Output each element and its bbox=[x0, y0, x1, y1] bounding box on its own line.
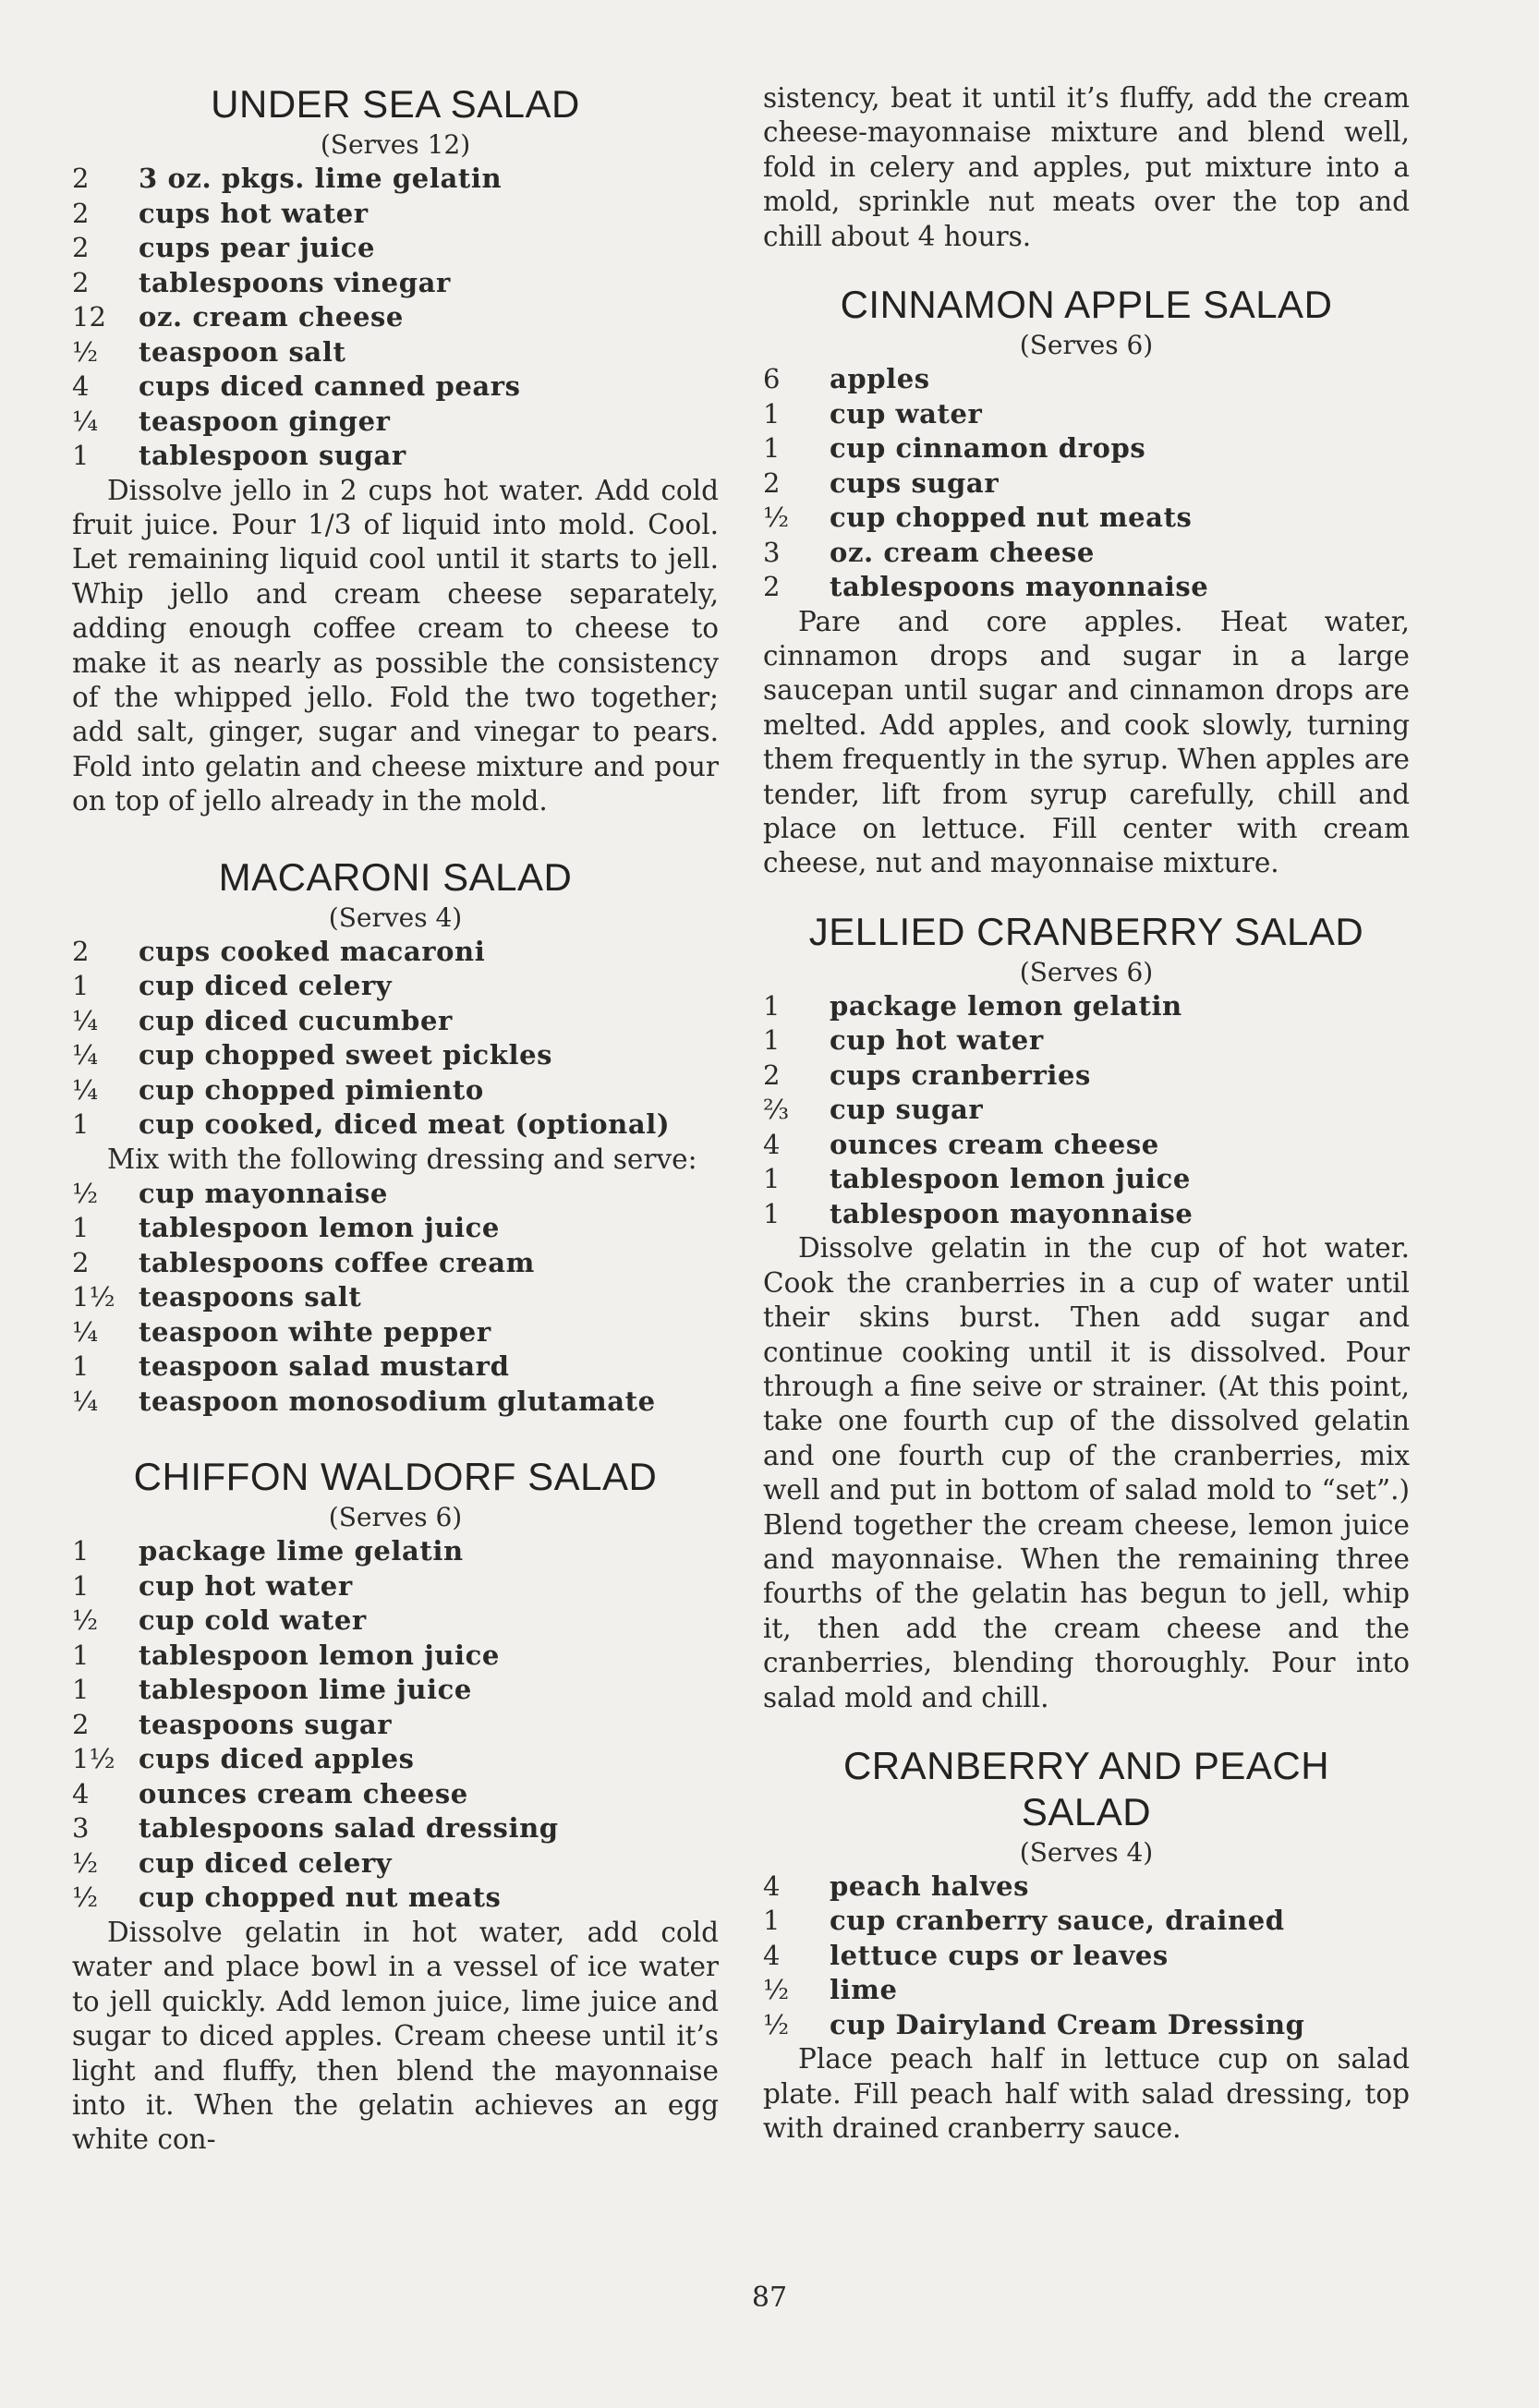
ingredient-quantity: 2 bbox=[72, 935, 90, 967]
ingredient-row bbox=[72, 335, 719, 370]
ingredient-text: tablespoon mayonnaise bbox=[830, 1197, 1194, 1229]
ingredient-quantity: 1 bbox=[72, 1350, 90, 1383]
ingredient-quantity: 4 bbox=[763, 1128, 781, 1160]
ingredient-text: cups diced canned pears bbox=[139, 370, 521, 402]
ingredient-row bbox=[72, 1811, 719, 1846]
ingredient-row bbox=[763, 1128, 1410, 1163]
ingredient-row bbox=[72, 1004, 719, 1039]
recipe-macaroni-salad bbox=[72, 854, 719, 1420]
ingredient-list bbox=[763, 1870, 1410, 2043]
ingredient-row bbox=[763, 1162, 1410, 1197]
ingredient-row bbox=[72, 231, 719, 266]
ingredient-row bbox=[763, 362, 1410, 397]
ingredient-text: teaspoons sugar bbox=[139, 1708, 393, 1740]
ingredient-text: cup chopped nut meats bbox=[830, 502, 1193, 534]
ingredient-row bbox=[72, 1280, 719, 1315]
ingredient-row bbox=[763, 1059, 1410, 1094]
ingredient-quantity: 3 bbox=[72, 1812, 90, 1845]
ingredient-row bbox=[763, 1904, 1410, 1939]
ingredient-row bbox=[72, 162, 719, 197]
ingredient-list bbox=[763, 989, 1410, 1232]
ingredient-quantity: ¼ bbox=[72, 1073, 99, 1106]
recipe-cinnamon-apple-salad bbox=[763, 282, 1410, 881]
recipe-directions: Mix with the following dressing and serve: bbox=[107, 1143, 697, 1175]
ingredient-list bbox=[72, 935, 719, 1143]
ingredient-text: tablespoon sugar bbox=[139, 440, 406, 471]
ingredient-quantity: 2 bbox=[763, 466, 781, 499]
ingredient-quantity: ½ bbox=[72, 335, 99, 368]
recipe-title: CHIFFON WALDORF SALAD bbox=[133, 1455, 658, 1499]
recipe-directions: Dissolve gelatin in hot water, add cold water and place bowl in a vessel of ice water to jell quickly. Add lemon juice, lime juice and sugar to diced apples. Cream cheese until it’s light and fluffy, then blend the mayonnaise into it. When the gelatin achieves an egg white con- bbox=[72, 1916, 719, 2156]
ingredient-text: tablespoon lemon juice bbox=[139, 1212, 500, 1244]
ingredient-row bbox=[763, 466, 1410, 502]
ingredient-row bbox=[72, 300, 719, 335]
ingredient-text: peach halves bbox=[830, 1870, 1030, 1902]
ingredient-text: cup sugar bbox=[830, 1094, 984, 1126]
ingredient-list bbox=[72, 162, 719, 474]
ingredient-quantity: 1 bbox=[72, 1212, 90, 1244]
recipe-title: UNDER SEA SALAD bbox=[211, 82, 580, 126]
ingredient-text: tablespoon lemon juice bbox=[139, 1639, 500, 1671]
ingredient-quantity: ½ bbox=[72, 1846, 99, 1879]
recipe-serves: (Serves 6) bbox=[1019, 956, 1154, 987]
ingredient-text: cup diced cucumber bbox=[139, 1004, 453, 1036]
ingredient-row bbox=[72, 1246, 719, 1281]
recipe-serves: (Serves 4) bbox=[1019, 1836, 1154, 1868]
recipe-title: JELLIED CRANBERRY SALAD bbox=[808, 909, 1364, 953]
ingredient-text: cups cooked macaroni bbox=[139, 935, 486, 967]
ingredient-row bbox=[72, 1107, 719, 1143]
ingredient-text: cup diced celery bbox=[139, 1846, 393, 1879]
ingredient-row bbox=[72, 935, 719, 970]
ingredient-quantity: 12 bbox=[72, 301, 106, 333]
ingredient-row bbox=[72, 1846, 719, 1882]
ingredient-row bbox=[72, 1385, 719, 1420]
ingredient-row bbox=[763, 431, 1410, 466]
ingredient-row bbox=[72, 1177, 719, 1212]
left-column bbox=[72, 81, 719, 2158]
ingredient-text: tablespoons salad dressing bbox=[139, 1812, 559, 1845]
ingredient-row bbox=[72, 1038, 719, 1073]
ingredient-text: oz. cream cheese bbox=[139, 301, 404, 333]
ingredient-quantity: 3 bbox=[763, 536, 781, 568]
ingredient-quantity: 2 bbox=[72, 163, 90, 194]
ingredient-quantity: ¼ bbox=[72, 405, 99, 437]
ingredient-quantity: 4 bbox=[763, 1870, 781, 1902]
ingredient-text: tablespoon lemon juice bbox=[830, 1163, 1191, 1195]
ingredient-row bbox=[72, 1073, 719, 1108]
ingredient-text: cup hot water bbox=[139, 1569, 353, 1602]
ingredient-text: teaspoons salt bbox=[139, 1281, 362, 1313]
ingredient-text: 3 oz. pkgs. lime gelatin bbox=[139, 163, 503, 194]
ingredient-row bbox=[72, 1349, 719, 1385]
ingredient-quantity: 4 bbox=[72, 370, 90, 402]
ingredient-quantity: ½ bbox=[72, 1882, 99, 1914]
ingredient-quantity: 1 bbox=[763, 1905, 781, 1937]
right-column bbox=[763, 81, 1410, 2147]
ingredient-quantity: 6 bbox=[763, 363, 781, 395]
recipe-serves: (Serves 6) bbox=[328, 1502, 463, 1533]
recipe-under-sea-salad bbox=[72, 81, 719, 819]
ingredient-row bbox=[72, 1777, 719, 1812]
ingredient-row bbox=[72, 1211, 719, 1246]
ingredient-quantity: 4 bbox=[763, 1939, 781, 1971]
ingredient-row bbox=[72, 1569, 719, 1604]
ingredient-quantity: 1 bbox=[72, 1108, 90, 1141]
ingredient-row bbox=[763, 1197, 1410, 1232]
ingredient-row bbox=[763, 1973, 1410, 2008]
ingredient-quantity: 2 bbox=[72, 1246, 90, 1278]
recipe-serves: (Serves 12) bbox=[320, 129, 471, 160]
ingredient-row bbox=[72, 439, 719, 474]
ingredient-text: cup diced celery bbox=[139, 970, 393, 1002]
ingredient-row bbox=[72, 1708, 719, 1743]
ingredient-quantity: 1 bbox=[72, 1569, 90, 1602]
ingredient-quantity: 1½ bbox=[72, 1281, 115, 1313]
ingredient-quantity: 1 bbox=[72, 1639, 90, 1671]
ingredient-quantity: ¼ bbox=[72, 1315, 99, 1348]
ingredient-text: teaspoon salad mustard bbox=[139, 1350, 510, 1383]
recipe-directions: Pare and core apples. Heat water, cinnamon drops and sugar in a large saucepan until sugar and cinnamon drops are melted. Add apples, and cook slowly, turning them frequently in the syrup. When apples are tender, lift from syrup carefully, chill and place on lettuce. Fill center with cream cheese, nut and mayonnaise mixture. bbox=[763, 605, 1410, 879]
ingredient-quantity: ¼ bbox=[72, 1039, 99, 1071]
ingredient-quantity: 2 bbox=[72, 1708, 90, 1740]
ingredient-text: cup cinnamon drops bbox=[830, 432, 1146, 465]
ingredient-text: package lime gelatin bbox=[139, 1535, 464, 1567]
ingredient-quantity: 1 bbox=[72, 1674, 90, 1706]
ingredient-row bbox=[72, 1881, 719, 1916]
ingredient-quantity: ½ bbox=[763, 2008, 790, 2040]
ingredient-text: cup mayonnaise bbox=[139, 1177, 388, 1209]
ingredient-row bbox=[763, 1093, 1410, 1128]
recipe-title: CRANBERRY AND PEACH SALAD bbox=[842, 1743, 1330, 1833]
ingredient-text: teaspoon ginger bbox=[139, 405, 391, 437]
ingredient-quantity: 2 bbox=[72, 197, 90, 229]
recipe-directions: Place peach half in lettuce cup on salad plate. Fill peach half with salad dressing, top with drained cranberry sauce. bbox=[763, 2043, 1410, 2145]
ingredient-quantity: 2 bbox=[72, 266, 90, 298]
ingredient-quantity: ¼ bbox=[72, 1004, 99, 1036]
ingredient-quantity: 2 bbox=[763, 571, 781, 603]
ingredient-text: cups diced apples bbox=[139, 1743, 415, 1775]
ingredient-text: teaspoon monosodium glutamate bbox=[139, 1385, 656, 1417]
page-number: 87 bbox=[751, 2281, 788, 2314]
ingredient-text: cup cooked, diced meat (optional) bbox=[139, 1108, 671, 1141]
ingredient-text: tablespoons coffee cream bbox=[139, 1246, 535, 1278]
ingredient-text: teaspoon salt bbox=[139, 335, 346, 368]
ingredient-text: ounces cream cheese bbox=[139, 1777, 468, 1809]
recipe-jellied-cranberry-salad bbox=[763, 909, 1410, 1715]
recipe-cranberry-and-peach-salad bbox=[763, 1743, 1410, 2147]
ingredient-quantity: ½ bbox=[72, 1177, 99, 1209]
ingredient-row bbox=[72, 197, 719, 232]
ingredient-quantity: ½ bbox=[763, 1974, 790, 2006]
ingredient-row bbox=[72, 1534, 719, 1569]
ingredient-text: cup cranberry sauce, drained bbox=[830, 1905, 1285, 1937]
ingredient-quantity: 2 bbox=[72, 232, 90, 263]
ingredient-text: cups sugar bbox=[830, 466, 1000, 499]
ingredient-text: cup Dairyland Cream Dressing bbox=[830, 2008, 1305, 2040]
ingredient-row bbox=[72, 1673, 719, 1708]
ingredient-row bbox=[763, 2008, 1410, 2043]
recipe-serves: (Serves 6) bbox=[1019, 330, 1154, 361]
ingredient-row bbox=[763, 1023, 1410, 1059]
ingredient-text: apples bbox=[830, 363, 930, 395]
ingredient-text: cups hot water bbox=[139, 197, 369, 229]
ingredient-text: teaspoon wihte pepper bbox=[139, 1315, 491, 1348]
ingredient-text: cup chopped pimiento bbox=[139, 1073, 484, 1106]
recipe-directions: Dissolve gelatin in the cup of hot water. Cook the cranberries in a cup of water until their skins burst. Then add sugar and continue cooking until it is dissolved. Pour through a fine seive or strainer. (At this point, take one fourth cup of the dissolved gelatin and one fourth cup of the cranberries, mix well and put in bottom of salad mold to “set”.) Blend together the cream cheese, lemon juice and mayonnaise. When the remaining three fourths of the gelatin has begun to jell, whip it, then add the cream cheese and the cranberries, blending thoroughly. Pour into salad mold and chill. bbox=[763, 1232, 1410, 1713]
ingredient-text: package lemon gelatin bbox=[830, 989, 1182, 1022]
ingredient-row bbox=[72, 369, 719, 405]
ingredient-row bbox=[72, 405, 719, 440]
ingredient-list bbox=[763, 362, 1410, 605]
ingredient-row bbox=[72, 1742, 719, 1777]
ingredient-row bbox=[763, 536, 1410, 571]
ingredient-row bbox=[763, 501, 1410, 536]
ingredient-quantity: ⅔ bbox=[763, 1094, 790, 1126]
ingredient-quantity: ¼ bbox=[72, 1385, 99, 1417]
ingredient-quantity: 1 bbox=[763, 432, 781, 465]
ingredient-quantity: 1 bbox=[763, 989, 781, 1022]
ingredient-text: cup water bbox=[830, 397, 983, 430]
ingredient-row bbox=[763, 397, 1410, 432]
ingredient-quantity: 1 bbox=[72, 440, 90, 471]
ingredient-text: cup chopped sweet pickles bbox=[139, 1039, 553, 1071]
ingredient-quantity: 1½ bbox=[72, 1743, 115, 1775]
ingredient-row bbox=[72, 969, 719, 1004]
recipe-directions-continued: sistency, beat it until it’s fluffy, add the cream cheese-mayonnaise mixture and blend well, fold in celery and apples, put mixture into a mold, sprinkle nut meats over the top and chill about 4 hours. bbox=[763, 82, 1410, 252]
ingredient-row bbox=[763, 989, 1410, 1024]
ingredient-quantity: 1 bbox=[763, 1024, 781, 1057]
ingredient-row bbox=[72, 266, 719, 301]
ingredient-text: oz. cream cheese bbox=[830, 536, 1095, 568]
ingredient-text: ounces cream cheese bbox=[830, 1128, 1159, 1160]
recipe-serves: (Serves 4) bbox=[328, 901, 463, 933]
ingredient-quantity: ½ bbox=[763, 502, 790, 534]
ingredient-row bbox=[72, 1315, 719, 1350]
ingredient-text: cups cranberries bbox=[830, 1059, 1091, 1091]
recipe-title: MACARONI SALAD bbox=[218, 854, 573, 899]
ingredient-quantity: 2 bbox=[763, 1059, 781, 1091]
ingredient-quantity: ½ bbox=[72, 1604, 99, 1637]
ingredient-text: tablespoons mayonnaise bbox=[830, 571, 1209, 603]
ingredient-text: cup cold water bbox=[139, 1604, 367, 1637]
dressing-list bbox=[72, 1177, 719, 1420]
ingredient-quantity: 1 bbox=[763, 1163, 781, 1195]
ingredient-row bbox=[763, 570, 1410, 605]
ingredient-quantity: 1 bbox=[72, 1535, 90, 1567]
ingredient-quantity: 1 bbox=[72, 970, 90, 1002]
ingredient-text: cup hot water bbox=[830, 1024, 1044, 1057]
recipe-title: CINNAMON APPLE SALAD bbox=[840, 283, 1333, 327]
ingredient-text: lime bbox=[830, 1974, 898, 2006]
ingredient-row bbox=[763, 1939, 1410, 1974]
ingredient-text: lettuce cups or leaves bbox=[830, 1939, 1169, 1971]
ingredient-text: tablespoon lime juice bbox=[139, 1674, 472, 1706]
ingredient-row bbox=[72, 1639, 719, 1674]
ingredient-quantity: 1 bbox=[763, 397, 781, 430]
ingredient-text: cup chopped nut meats bbox=[139, 1882, 502, 1914]
ingredient-list bbox=[72, 1534, 719, 1916]
recipe-directions: Dissolve jello in 2 cups hot water. Add cold fruit juice. Pour 1/3 of liquid into mold. Cool. Let remaining liquid cool until it starts to jell. Whip jello and cream cheese separately, adding enough coffee cream to cheese to make it as nearly as possible the consistency of the whipped jello. Fold the two together; add salt, ginger, sugar and vinegar to pears. Fold into gelatin and cheese mixture and pour on top of jello already in the mold. bbox=[72, 474, 719, 817]
ingredient-text: cups pear juice bbox=[139, 232, 376, 263]
ingredient-row bbox=[763, 1870, 1410, 1905]
ingredient-quantity: 4 bbox=[72, 1777, 90, 1809]
recipe-chiffon-waldorf-salad bbox=[72, 1454, 719, 2157]
ingredient-quantity: 1 bbox=[763, 1197, 781, 1229]
ingredient-text: tablespoons vinegar bbox=[139, 266, 451, 298]
ingredient-row bbox=[72, 1603, 719, 1639]
